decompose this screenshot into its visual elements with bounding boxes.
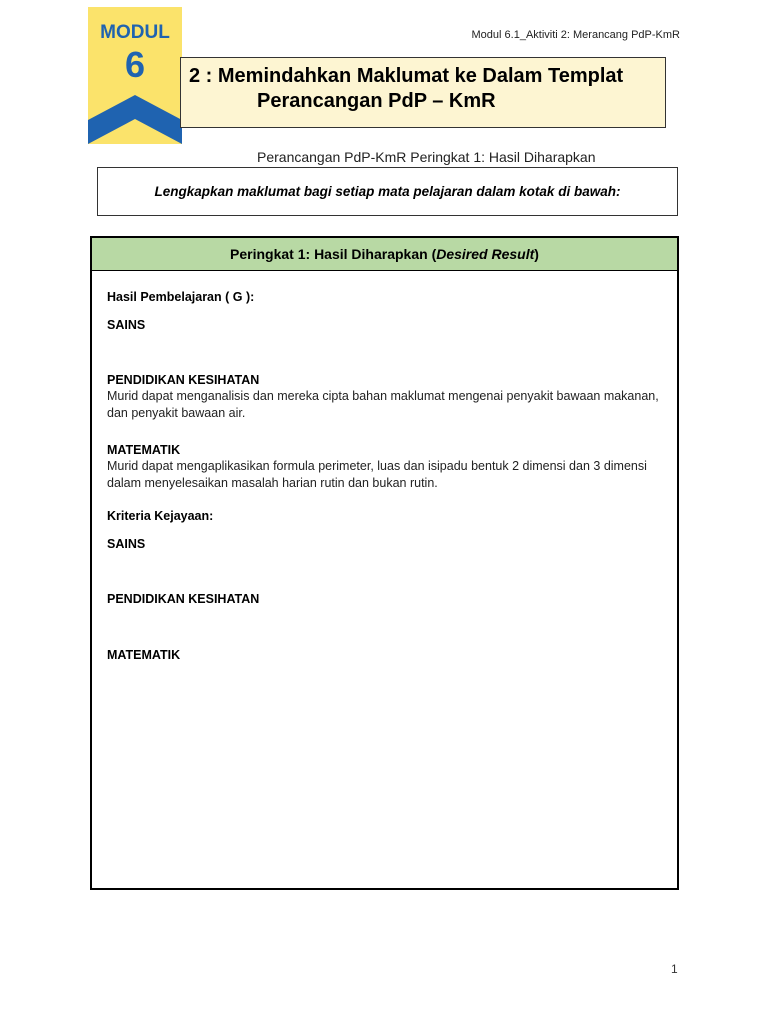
kriteria-kejayaan-label: Kriteria Kejayaan: <box>107 509 214 523</box>
panel-header-text: Peringkat 1: Hasil Diharapkan ( <box>230 246 437 262</box>
title-line-1: 2 : Memindahkan Maklumat ke Dalam Templat <box>189 65 624 87</box>
hasil-pembelajaran-label: Hasil Pembelajaran ( G ): <box>107 290 255 304</box>
logo-number: 6 <box>124 44 146 85</box>
instruction-box <box>97 167 678 216</box>
logo-word: MODUL <box>100 22 170 43</box>
panel-header-italic: Desired Result <box>436 246 535 262</box>
title-line-2: Perancangan PdP – KmR <box>257 90 496 112</box>
title-box <box>180 57 666 128</box>
page-number: 1 <box>671 962 678 976</box>
instruction-text: Lengkapkan maklumat bagi setiap mata pelajaran dalam kotak di bawah: <box>154 183 621 199</box>
kriteria-matematik-heading: MATEMATIK <box>107 648 181 662</box>
desired-result-panel <box>90 236 679 890</box>
matematik-text: Murid dapat mengaplikasikan formula perimeter, luas dan isipadu bentuk 2 dimensi dan 3 dimensi dalam menyelesaikan masalah harian rutin dan bukan rutin. <box>107 459 647 490</box>
kriteria-pendidikan-kesihatan-heading: PENDIDIKAN KESIHATAN <box>107 592 260 606</box>
header-reference: Modul 6.1_Aktiviti 2: Merancang PdP-KmR <box>471 29 680 41</box>
matematik-heading: MATEMATIK <box>107 443 181 457</box>
subtitle: Perancangan PdP-KmR Peringkat 1: Hasil Diharapkan <box>257 149 596 165</box>
sains-heading: SAINS <box>107 318 146 332</box>
modul-logo <box>88 7 182 144</box>
panel-header-close: ) <box>534 246 539 262</box>
pendidikan-kesihatan-heading: PENDIDIKAN KESIHATAN <box>107 373 260 387</box>
kriteria-sains-heading: SAINS <box>107 537 146 551</box>
pendidikan-kesihatan-text: Murid dapat menganalisis dan mereka cipta bahan maklumat mengenai penyakit bawaan makanan, dan penyakit bawaan air. <box>107 389 659 420</box>
panel-header <box>92 238 677 271</box>
